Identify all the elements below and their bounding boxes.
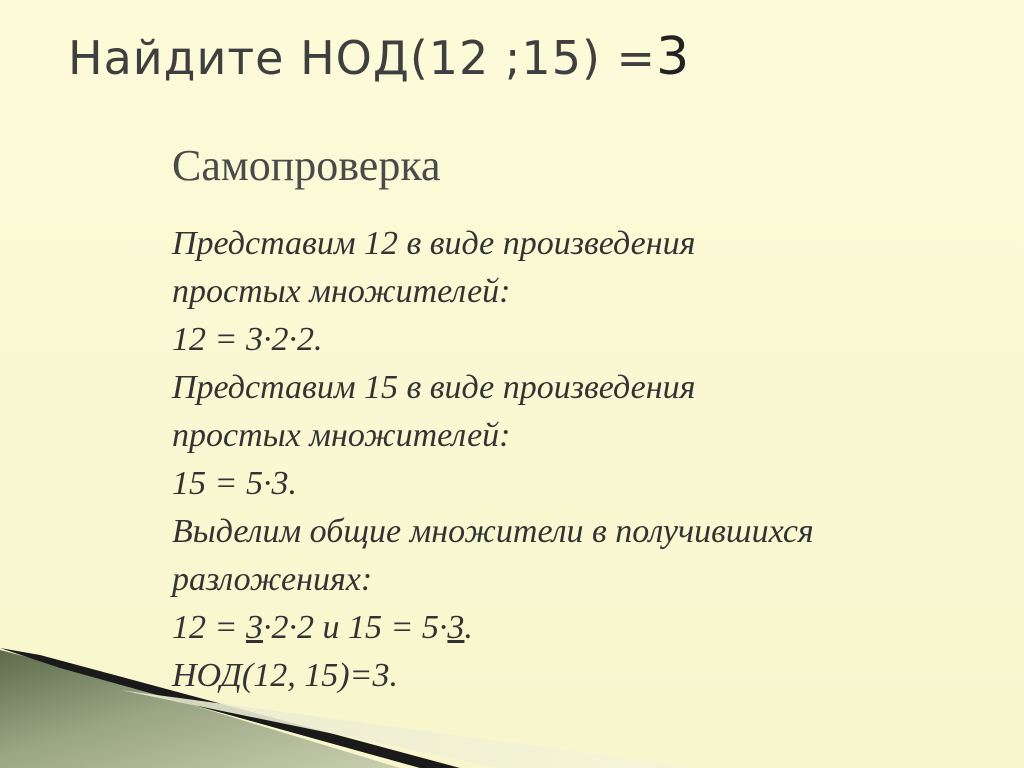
- common-factors-part: 12 =: [172, 609, 246, 646]
- text-line: простых множителей:: [172, 273, 511, 310]
- text-line: разложениях:: [172, 561, 373, 598]
- text-line: Представим 12 в виде произведения: [172, 225, 696, 262]
- common-factor-underlined: 3: [245, 609, 263, 646]
- text-line: 12 = 3·2·2.: [172, 321, 323, 358]
- text-line: Выделим общие множители в получившихся: [172, 513, 814, 550]
- common-factors-part: ·2·2 и 15 = 5·: [262, 609, 448, 646]
- text-line: 15 = 5·3.: [172, 465, 297, 502]
- text-line: простых множителей:: [172, 417, 511, 454]
- subtitle: Самопроверка: [172, 141, 441, 190]
- text-line: Представим 15 в виде произведения: [172, 369, 696, 406]
- gcd-result-line: НОД(12, 15)=3.: [172, 657, 398, 694]
- title-answer: 3: [656, 27, 691, 87]
- title-prefix: Найдите НОД(12 ;15) =: [68, 31, 657, 85]
- slide-title: [68, 28, 690, 88]
- solution-text: [172, 220, 972, 700]
- common-factor-underlined: 3: [447, 609, 465, 646]
- common-factors-part: .: [464, 609, 473, 646]
- common-factors-line: [172, 604, 972, 652]
